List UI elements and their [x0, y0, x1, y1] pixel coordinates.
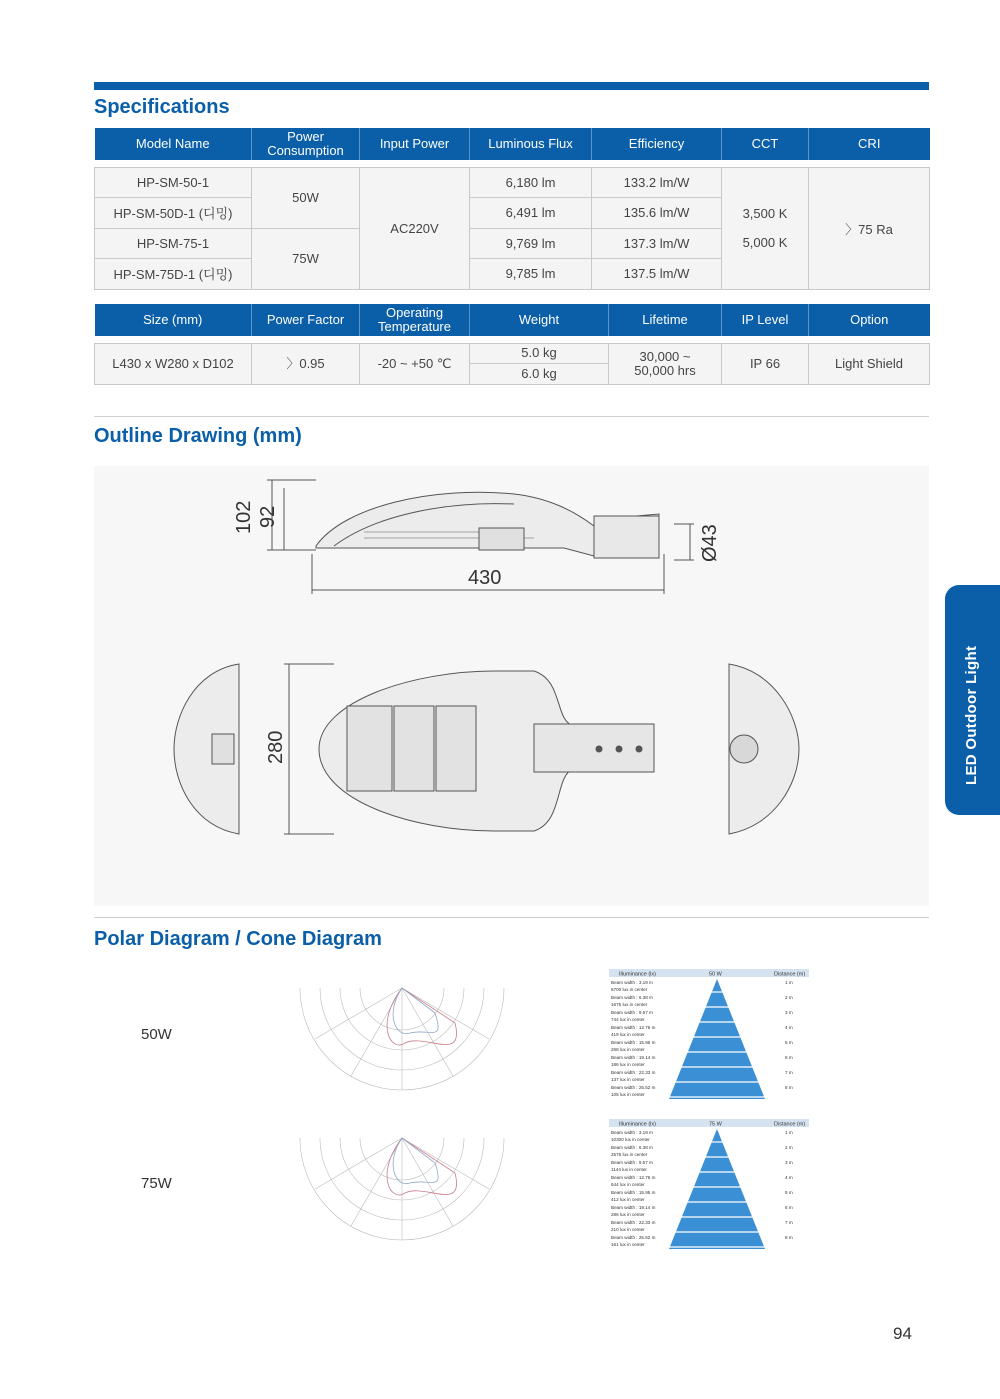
cone-beam-width: Beam width : 25.52 m: [611, 1085, 656, 1090]
spec-table-2-header: [95, 304, 930, 336]
lifetime-line: 50,000 hrs: [634, 362, 696, 378]
outline-title: Outline Drawing (mm): [94, 425, 302, 447]
row-label-75w: 75W: [141, 1175, 172, 1192]
cone-distance: 2 m: [785, 995, 793, 1000]
col-weight: Weight: [470, 304, 609, 336]
col-input-power: Input Power: [360, 128, 470, 160]
cone-diagram-75w: [609, 1119, 809, 1254]
cone-distance: 3 m: [785, 1160, 793, 1165]
col-power-consumption: Power Consumption: [252, 128, 360, 160]
spec-table-2: [94, 304, 930, 385]
cone-beam-width: Beam width : 15.95 m: [611, 1040, 656, 1045]
col-size: Size (mm): [95, 304, 252, 336]
cone-distance: 8 m: [785, 1235, 793, 1240]
cone-lux-center: 744 lux in center: [611, 1017, 645, 1022]
cct-value: 3,500 K: [742, 206, 788, 221]
model-cell: HP-SM-50-1: [95, 167, 252, 198]
cone-lux-center: 210 lux in center: [611, 1227, 645, 1232]
cone-lux-center: 1675 lux in center: [611, 1002, 648, 1007]
cone-beam-width: Beam width : 22.33 m: [611, 1070, 656, 1075]
page-number: 94: [893, 1324, 912, 1343]
cone-beam-width: Beam width : 25.52 m: [611, 1235, 656, 1240]
cone-beam-width: Beam width : 15.95 m: [611, 1190, 656, 1195]
cone-distance: 6 m: [785, 1205, 793, 1210]
model-cell: HP-SM-50D-1 (디밍): [95, 198, 252, 229]
cone-distance: 2 m: [785, 1145, 793, 1150]
power-cell: 50W: [252, 167, 360, 228]
flux-cell: 6,491 lm: [470, 198, 592, 229]
cone-beam-width: Beam width : 12.76 m: [611, 1025, 656, 1030]
weight-cell: 5.0 kg: [470, 343, 609, 364]
cone-lux-center: 105 lux in center: [611, 1092, 645, 1097]
option-cell: Light Shield: [809, 343, 930, 384]
cone-beam-width: Beam width : 9.57 m: [611, 1160, 653, 1165]
col-ip-level: IP Level: [722, 304, 809, 336]
col-luminous-flux: Luminous Flux: [470, 128, 592, 160]
cone-beam-width: Beam width : 12.76 m: [611, 1175, 656, 1180]
col-cri: CRI: [809, 128, 930, 160]
side-tab: [945, 585, 1000, 815]
cone-lux-center: 161 lux in center: [611, 1242, 645, 1247]
model-cell: HP-SM-75D-1 (디밍): [95, 259, 252, 290]
top-accent-bar: [94, 82, 929, 90]
lifetime-line: 30,000 ~: [639, 348, 691, 364]
outline-drawing-svg: [94, 466, 929, 906]
cone-lux-center: 137 lux in center: [611, 1077, 645, 1082]
cone-distance: 8 m: [785, 1085, 793, 1090]
cone-lux-center: 419 lux in center: [611, 1032, 645, 1037]
col-option: Option: [809, 304, 930, 336]
col-lifetime: Lifetime: [609, 304, 722, 336]
efficiency-cell: 135.6 lm/W: [592, 198, 722, 229]
polar-diagram-50w: [295, 983, 510, 1098]
weight-cell: 6.0 kg: [470, 364, 609, 385]
cone-beam-width: Beam width : 6.38 m: [611, 995, 653, 1000]
col-efficiency: Efficiency: [592, 128, 722, 160]
cone-distance: 3 m: [785, 1010, 793, 1015]
specifications-title: Specifications: [94, 96, 230, 118]
cone-distance: 4 m: [785, 1025, 793, 1030]
cone-header-distance: Distance (m): [774, 1121, 806, 1128]
cone-header-watt: 75 W: [709, 1121, 722, 1128]
side-tab-label: LED Outdoor Light: [963, 645, 980, 785]
spec-table-1-header: [95, 128, 930, 160]
cone-header-watt: 50 W: [709, 971, 722, 978]
cone-distance: 5 m: [785, 1040, 793, 1045]
cone-lux-center: 644 lux in center: [611, 1182, 645, 1187]
dim-length: 430: [468, 567, 502, 589]
efficiency-cell: 137.3 lm/W: [592, 228, 722, 259]
cri-cell: 〉75 Ra: [809, 167, 930, 289]
cone-lux-center: 268 lux in center: [611, 1047, 645, 1052]
cct-value: 5,000 K: [742, 235, 788, 250]
cone-lux-center: 412 lux in center: [611, 1197, 645, 1202]
cone-header-distance: Distance (m): [774, 971, 806, 978]
cone-beam-width: Beam width : 19.14 m: [611, 1055, 656, 1060]
col-model-name: Model Name: [95, 128, 252, 160]
cone-lux-center: 2575 lux in center: [611, 1152, 648, 1157]
cone-distance: 5 m: [785, 1190, 793, 1195]
flux-cell: 9,769 lm: [470, 228, 592, 259]
efficiency-cell: 137.5 lm/W: [592, 259, 722, 290]
ip-cell: IP 66: [722, 343, 809, 384]
cct-cell: [722, 167, 809, 289]
cone-shape: [669, 1129, 765, 1249]
dim-width: 280: [265, 730, 287, 764]
cone-shape: [669, 979, 765, 1099]
temperature-cell: -20 ~ +50 ℃: [360, 343, 470, 384]
cone-beam-width: Beam width : 3.19 m: [611, 1130, 653, 1135]
flux-cell: 9,785 lm: [470, 259, 592, 290]
polar-title: Polar Diagram / Cone Diagram: [94, 928, 382, 950]
dim-pole-diameter: Ø43: [699, 524, 721, 562]
dim-total-height: 102: [233, 500, 255, 534]
cone-beam-width: Beam width : 9.57 m: [611, 1010, 653, 1015]
table-row: [95, 343, 930, 364]
cone-lux-center: 10300 lux in center: [611, 1137, 650, 1142]
cone-lux-center: 186 lux in center: [611, 1062, 645, 1067]
col-cct: CCT: [722, 128, 809, 160]
spec-table-1: [94, 128, 930, 290]
efficiency-cell: 133.2 lm/W: [592, 167, 722, 198]
row-label-50w: 50W: [141, 1026, 172, 1043]
power-factor-cell: 〉0.95: [252, 343, 360, 384]
section-divider: [94, 416, 929, 417]
cone-distance: 4 m: [785, 1175, 793, 1180]
size-cell: L430 x W280 x D102: [95, 343, 252, 384]
cone-lux-center: 1144 lux in center: [611, 1167, 647, 1172]
cone-lux-center: 6700 lux in center: [611, 987, 648, 992]
cone-header-illuminance: Illuminance (lx): [619, 1121, 656, 1128]
dim-body-height: 92: [257, 505, 279, 528]
cone-lux-center: 286 lux in center: [611, 1212, 645, 1217]
flux-cell: 6,180 lm: [470, 167, 592, 198]
cone-distance: 6 m: [785, 1055, 793, 1060]
cone-distance: 1 m: [785, 980, 793, 985]
power-cell: 75W: [252, 228, 360, 289]
cone-diagram-50w: [609, 969, 809, 1104]
cone-distance: 7 m: [785, 1220, 793, 1225]
cone-beam-width: Beam width : 19.14 m: [611, 1205, 656, 1210]
col-power-factor: Power Factor: [252, 304, 360, 336]
table-row: [95, 167, 930, 198]
cone-distance: 7 m: [785, 1070, 793, 1075]
cone-beam-width: Beam width : 22.33 m: [611, 1220, 656, 1225]
model-cell: HP-SM-75-1: [95, 228, 252, 259]
section-divider: [94, 917, 929, 918]
polar-diagram-75w: [295, 1133, 510, 1248]
cone-beam-width: Beam width : 3.19 m: [611, 980, 653, 985]
input-power-cell: AC220V: [360, 167, 470, 289]
outline-drawing: [94, 466, 929, 906]
cone-distance: 1 m: [785, 1130, 793, 1135]
cone-beam-width: Beam width : 6.38 m: [611, 1145, 653, 1150]
lifetime-cell: [609, 343, 722, 384]
col-operating-temperature: Operating Temperature: [360, 304, 470, 336]
cone-header-illuminance: Illuminance (lx): [619, 971, 656, 978]
